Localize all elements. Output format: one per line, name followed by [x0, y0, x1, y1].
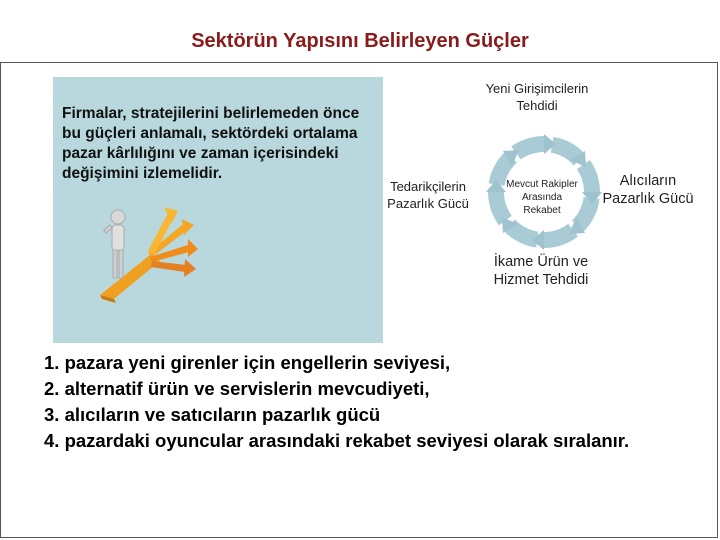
list-item: 3. alıcıların ve satıcıların pazarlık gücü [44, 404, 381, 425]
forces-list [44, 350, 714, 454]
force-substitutes: İkame Ürün ve Hizmet Tehdidi [493, 254, 589, 288]
list-item: 1. pazara yeni girenler için engellerin seviyesi, [44, 352, 451, 373]
list-item: 4. pazardaki oyuncular arasındaki rekabet seviyesi olarak sıralanır. [44, 430, 630, 451]
force-rivalry: Mevcut Rakipler Arasında Rekabet [506, 179, 578, 216]
page-title: Sektörün Yapısını Belirleyen Güçler [191, 30, 529, 52]
force-buyers: Alıcıların Pazarlık Gücü [602, 173, 694, 207]
force-suppliers: Tedarikçilerin Pazarlık Gücü [387, 179, 469, 211]
force-new-entrants: Yeni Girişimcilerin Tehdidi [485, 81, 589, 113]
person-at-crossroads-arrows-icon [90, 195, 200, 305]
list-item: 2. alternatif ürün ve servislerin mevcudiyeti, [44, 378, 430, 399]
panel-text: Firmalar, stratejilerini belirlemeden önce bu güçleri anlamalı, sektördeki ortalama pazar kârlılığını ve zaman içerisindeki değişimini izlemelidir. [62, 105, 360, 182]
